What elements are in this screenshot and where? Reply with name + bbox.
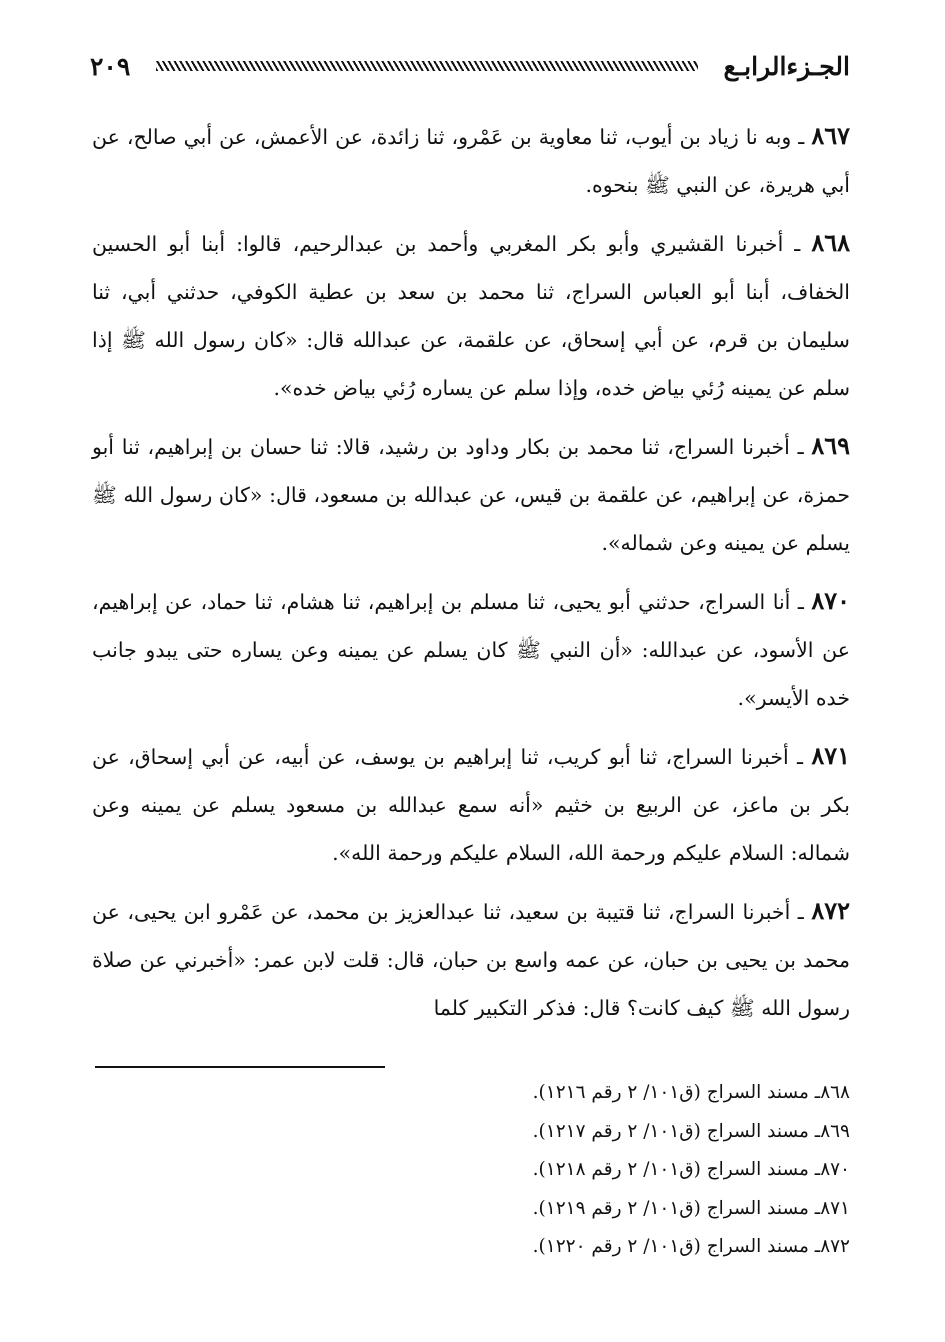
footnote-item: ٨٧١ـ مسند السراج (ق١٠١/ ٢ رقم ١٢١٩). xyxy=(532,1197,850,1219)
page-number: ٢٠٩ xyxy=(90,51,131,81)
footnote-separator xyxy=(95,1066,385,1068)
hadith-number: ٨٦٩ xyxy=(811,431,850,460)
hadith-number: ٨٧٠ xyxy=(811,586,850,615)
hadith-paragraph-870 xyxy=(92,577,850,722)
header-hatched-rule xyxy=(156,61,697,71)
hadith-paragraph-868 xyxy=(92,219,850,412)
hadith-number: ٨٦٧ xyxy=(811,121,850,150)
hadith-number: ٨٦٨ xyxy=(811,228,850,257)
footnote-item: ٨٦٩ـ مسند السراج (ق١٠١/ ٢ رقم ١٢١٧). xyxy=(532,1120,850,1142)
hadith-text: ـ أخبرنا القشيري وأبو بكر المغربي وأحمد بن عبدالرحيم، قالوا: أبنا أبو الحسين الخفاف، أبنا أبو العباس السراج، ثنا محمد بن سعد بن عطية الكوفي، حدثني أبي، ثنا سليمان بن قرم، عن أبي إسحاق، عن علقمة، عن عبدالله قال: «كان رسول الله ﷺ إذا سلم عن يمينه رُئي بياض خده، وإذا سلم عن يساره رُئي بياض خده». xyxy=(92,232,850,400)
hadith-text: ـ وبه نا زياد بن أيوب، ثنا معاوية بن عَمْرو، ثنا زائدة، عن الأعمش، عن أبي صالح، عن أبي هريرة، عن النبي ﷺ بنحوه. xyxy=(92,125,850,197)
part-title: الجـزءالرابـع xyxy=(723,51,850,81)
hadith-paragraph-871 xyxy=(92,732,850,877)
hadith-paragraph-872 xyxy=(92,887,850,1032)
footnote-item: ٨٧٠ـ مسند السراج (ق١٠١/ ٢ رقم ١٢١٨). xyxy=(532,1159,850,1180)
hadith-paragraph-869 xyxy=(92,422,850,567)
hadith-number: ٨٧١ xyxy=(811,741,850,770)
hadith-text: ـ أخبرنا السراج، ثنا محمد بن بكار وداود بن رشيد، قالا: ثنا حسان بن إبراهيم، ثنا أبو حمزة، عن إبراهيم، عن علقمة بن قيس، عن عبدالله بن مسعود، قال: «كان رسول الله ﷺ يسلم عن يمينه وعن شماله». xyxy=(92,435,850,555)
main-text xyxy=(92,112,850,1042)
hadith-text: ـ أخبرنا السراج، ثنا أبو كريب، ثنا إبراهيم بن يوسف، عن أبيه، عن أبي إسحاق، عن بكر بن ماعز، عن الربيع بن خثيم «أنه سمع عبدالله بن مسعود يسلم عن يمينه وعن شماله: السلام عليكم ورحمة الله، السلام عليكم ورحمة الله». xyxy=(92,745,850,865)
footnote-item: ٨٧٢ـ مسند السراج (ق١٠١/ ٢ رقم ١٢٢٠). xyxy=(532,1236,850,1257)
hadith-paragraph-867 xyxy=(92,112,850,209)
hadith-number: ٨٧٢ xyxy=(811,896,850,925)
hadith-text: ـ أخبرنا السراج، ثنا قتيبة بن سعيد، ثنا عبدالعزيز بن محمد، عن عَمْرو ابن يحيى، عن محمد بن يحيى بن حبان، عن عمه واسع بن حبان، قال: قلت لابن عمر: «أخبرني عن صلاة رسول الله ﷺ كيف كانت؟ قال: فذكر التكبير كلما xyxy=(92,900,850,1020)
footnotes xyxy=(90,1074,850,1267)
hadith-text: ـ أنا السراج، حدثني أبو يحيى، ثنا مسلم بن إبراهيم، ثنا هشام، ثنا حماد، عن إبراهيم، عن الأسود، عن عبدالله: «أن النبي ﷺ كان يسلم عن يمينه وعن يساره حتى يبدو جانب خده الأيسر». xyxy=(92,590,850,710)
running-header xyxy=(90,44,850,88)
footnote-item: ٨٦٨ـ مسند السراج (ق١٠١/ ٢ رقم ١٢١٦). xyxy=(532,1082,850,1103)
